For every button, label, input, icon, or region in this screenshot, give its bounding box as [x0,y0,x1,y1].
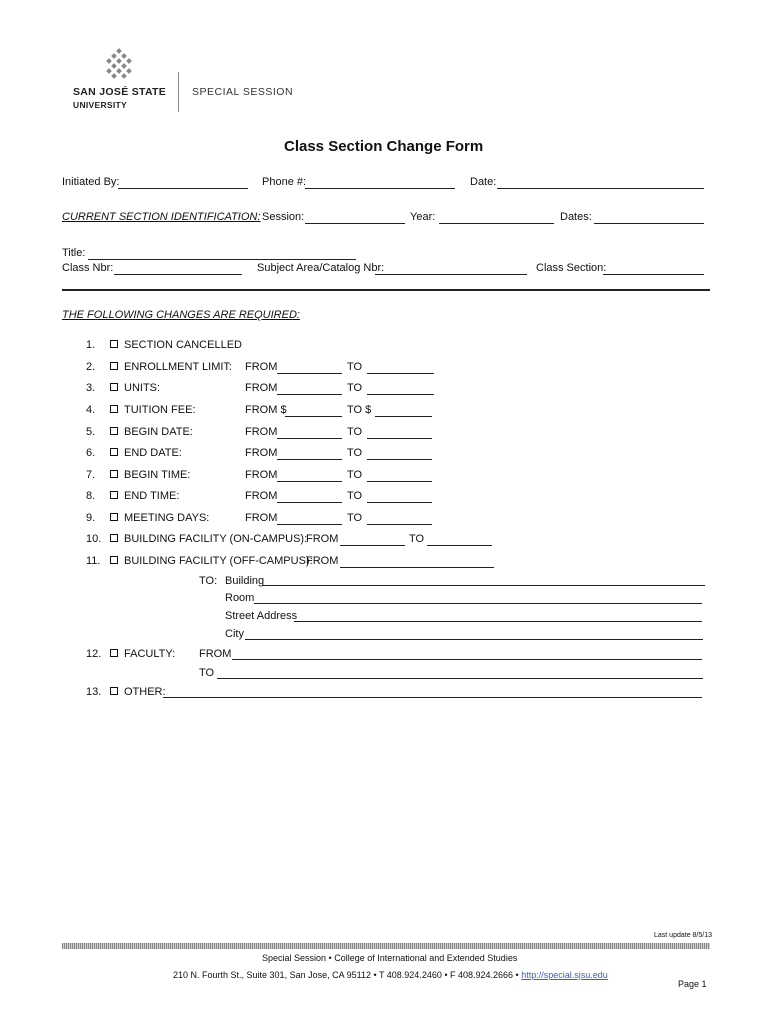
end-date-checkbox[interactable] [110,448,118,456]
enrollment-limit-checkbox[interactable] [110,362,118,370]
item-label: ENROLLMENT LIMIT: [124,361,232,373]
initiated-by-label: Initiated By: [62,176,120,188]
item-number: 6. [86,447,96,459]
subject-area-field[interactable] [375,274,527,275]
other-checkbox[interactable] [110,687,118,695]
city-label: City [225,628,244,640]
from-label: FROM [306,533,339,545]
subject-area-label: Subject Area/Catalog Nbr: [257,262,385,274]
from-label: FROM [245,447,278,459]
item-number: 12. [86,648,102,660]
from-label: FROM [245,361,278,373]
begin-time-checkbox[interactable] [110,470,118,478]
item-number: 9. [86,512,96,524]
to-label: TO [347,490,363,502]
to-field[interactable] [367,438,432,439]
from-field[interactable] [277,481,342,482]
item-number: 13. [86,686,102,698]
item-label: FACULTY: [124,648,176,660]
units-checkbox[interactable] [110,383,118,391]
from-label: FROM [245,382,278,394]
from-field[interactable] [277,438,342,439]
to-field[interactable] [367,459,432,460]
room-field[interactable] [254,603,702,604]
to-label: TO [347,361,363,373]
section-cancelled-checkbox[interactable] [110,340,118,348]
to-label: TO [347,469,363,481]
course-title-field[interactable] [88,259,356,260]
class-section-label: Class Section: [536,262,607,274]
to-label: TO $ [347,404,372,416]
class-nbr-label: Class Nbr: [62,262,114,274]
from-field[interactable] [277,524,342,525]
footer-line-1: Special Session • College of International and Extended Studies [262,953,518,963]
item-number: 1. [86,339,96,351]
meeting-days-checkbox[interactable] [110,513,118,521]
dates-label: Dates: [560,211,592,223]
offcampus-to-label: TO: [199,575,218,587]
from-label: FROM [245,490,278,502]
from-label: FROM [199,648,232,660]
course-title-label: Title: [62,247,86,259]
to-field[interactable] [367,394,434,395]
session-label: Session: [262,211,305,223]
class-section-field[interactable] [603,274,704,275]
logo-university-label: UNIVERSITY [73,100,128,110]
item-label: BUILDING FACILITY (OFF-CAMPUS): [124,555,313,567]
from-field[interactable] [277,459,342,460]
tuition-fee-checkbox[interactable] [110,405,118,413]
item-number: 7. [86,469,96,481]
begin-date-checkbox[interactable] [110,427,118,435]
footer-address: 210 N. Fourth St., Suite 301, San Jose, CA 95112 • T 408.924.2460 • F 408.924.2666 • [173,970,519,980]
to-label: TO [347,382,363,394]
from-label: FROM [306,555,339,567]
building-off-campus-checkbox[interactable] [110,556,118,564]
item-number: 4. [86,404,96,416]
from-field[interactable] [277,502,342,503]
logo-division-name: SPECIAL SESSION [192,86,294,98]
last-update: Last update 8/5/13 [654,932,712,939]
faculty-to-field[interactable] [217,678,703,679]
date-field[interactable] [497,188,704,189]
item-label: BEGIN TIME: [124,469,191,481]
to-label: TO [347,447,363,459]
building-label: Building [225,575,265,587]
year-label: Year: [410,211,436,223]
to-field[interactable] [367,524,432,525]
class-nbr-field[interactable] [114,274,242,275]
item-label: OTHER: [124,686,166,698]
to-field[interactable] [375,416,432,417]
faculty-from-field[interactable] [232,659,702,660]
to-field[interactable] [367,373,434,374]
session-field[interactable] [305,223,405,224]
item-label: UNITS: [124,382,161,394]
item-label: TUITION FEE: [124,404,196,416]
university-seal-logo [102,48,136,82]
item-label: END DATE: [124,447,182,459]
from-label: FROM [245,469,278,481]
street-address-label: Street Address [225,610,298,622]
faculty-checkbox[interactable] [110,649,118,657]
phone-field[interactable] [305,188,455,189]
to-label: TO [199,667,215,679]
page-number: Page 1 [678,979,707,989]
item-label: BUILDING FACILITY (ON-CAMPUS): [124,533,308,545]
initiated-by-field[interactable] [118,188,248,189]
to-field[interactable] [367,481,432,482]
item-number: 2. [86,361,96,373]
year-field[interactable] [439,223,554,224]
to-field[interactable] [367,502,432,503]
current-section-heading: CURRENT SECTION IDENTIFICATION: [62,211,261,223]
to-label: TO [347,512,363,524]
from-field[interactable] [340,567,494,568]
item-label: MEETING DAYS: [124,512,210,524]
form-title: Class Section Change Form [284,138,484,155]
header-divider [62,289,710,291]
building-field[interactable] [262,585,705,586]
from-field[interactable] [277,373,342,374]
to-label: TO [409,533,425,545]
from-field[interactable] [285,416,342,417]
logo-university-name: SAN JOSÉ STATE [73,86,167,98]
footer-line-2 [173,970,608,980]
item-label: END TIME: [124,490,180,502]
dates-field[interactable] [594,223,704,224]
phone-label: Phone #: [262,176,307,188]
from-field[interactable] [277,394,342,395]
item-number: 3. [86,382,96,394]
changes-required-heading: THE FOLLOWING CHANGES ARE REQUIRED: [62,309,300,321]
from-label: FROM [245,426,278,438]
item-number: 8. [86,490,96,502]
item-label: SECTION CANCELLED [124,339,242,351]
other-field[interactable] [163,697,702,698]
item-label: BEGIN DATE: [124,426,193,438]
to-field[interactable] [427,545,492,546]
from-field[interactable] [340,545,405,546]
building-on-campus-checkbox[interactable] [110,534,118,542]
footer-bar [62,943,710,949]
item-number: 10. [86,533,102,545]
street-address-field[interactable] [294,621,702,622]
to-label: TO [347,426,363,438]
logo-divider [178,72,179,112]
room-label: Room [225,592,255,604]
item-number: 11. [86,555,101,567]
city-field[interactable] [245,639,703,640]
date-label: Date: [470,176,497,188]
from-label: FROM $ [245,404,287,416]
footer-url-link[interactable]: http://special.sjsu.edu [521,970,608,980]
item-number: 5. [86,426,96,438]
from-label: FROM [245,512,278,524]
end-time-checkbox[interactable] [110,491,118,499]
